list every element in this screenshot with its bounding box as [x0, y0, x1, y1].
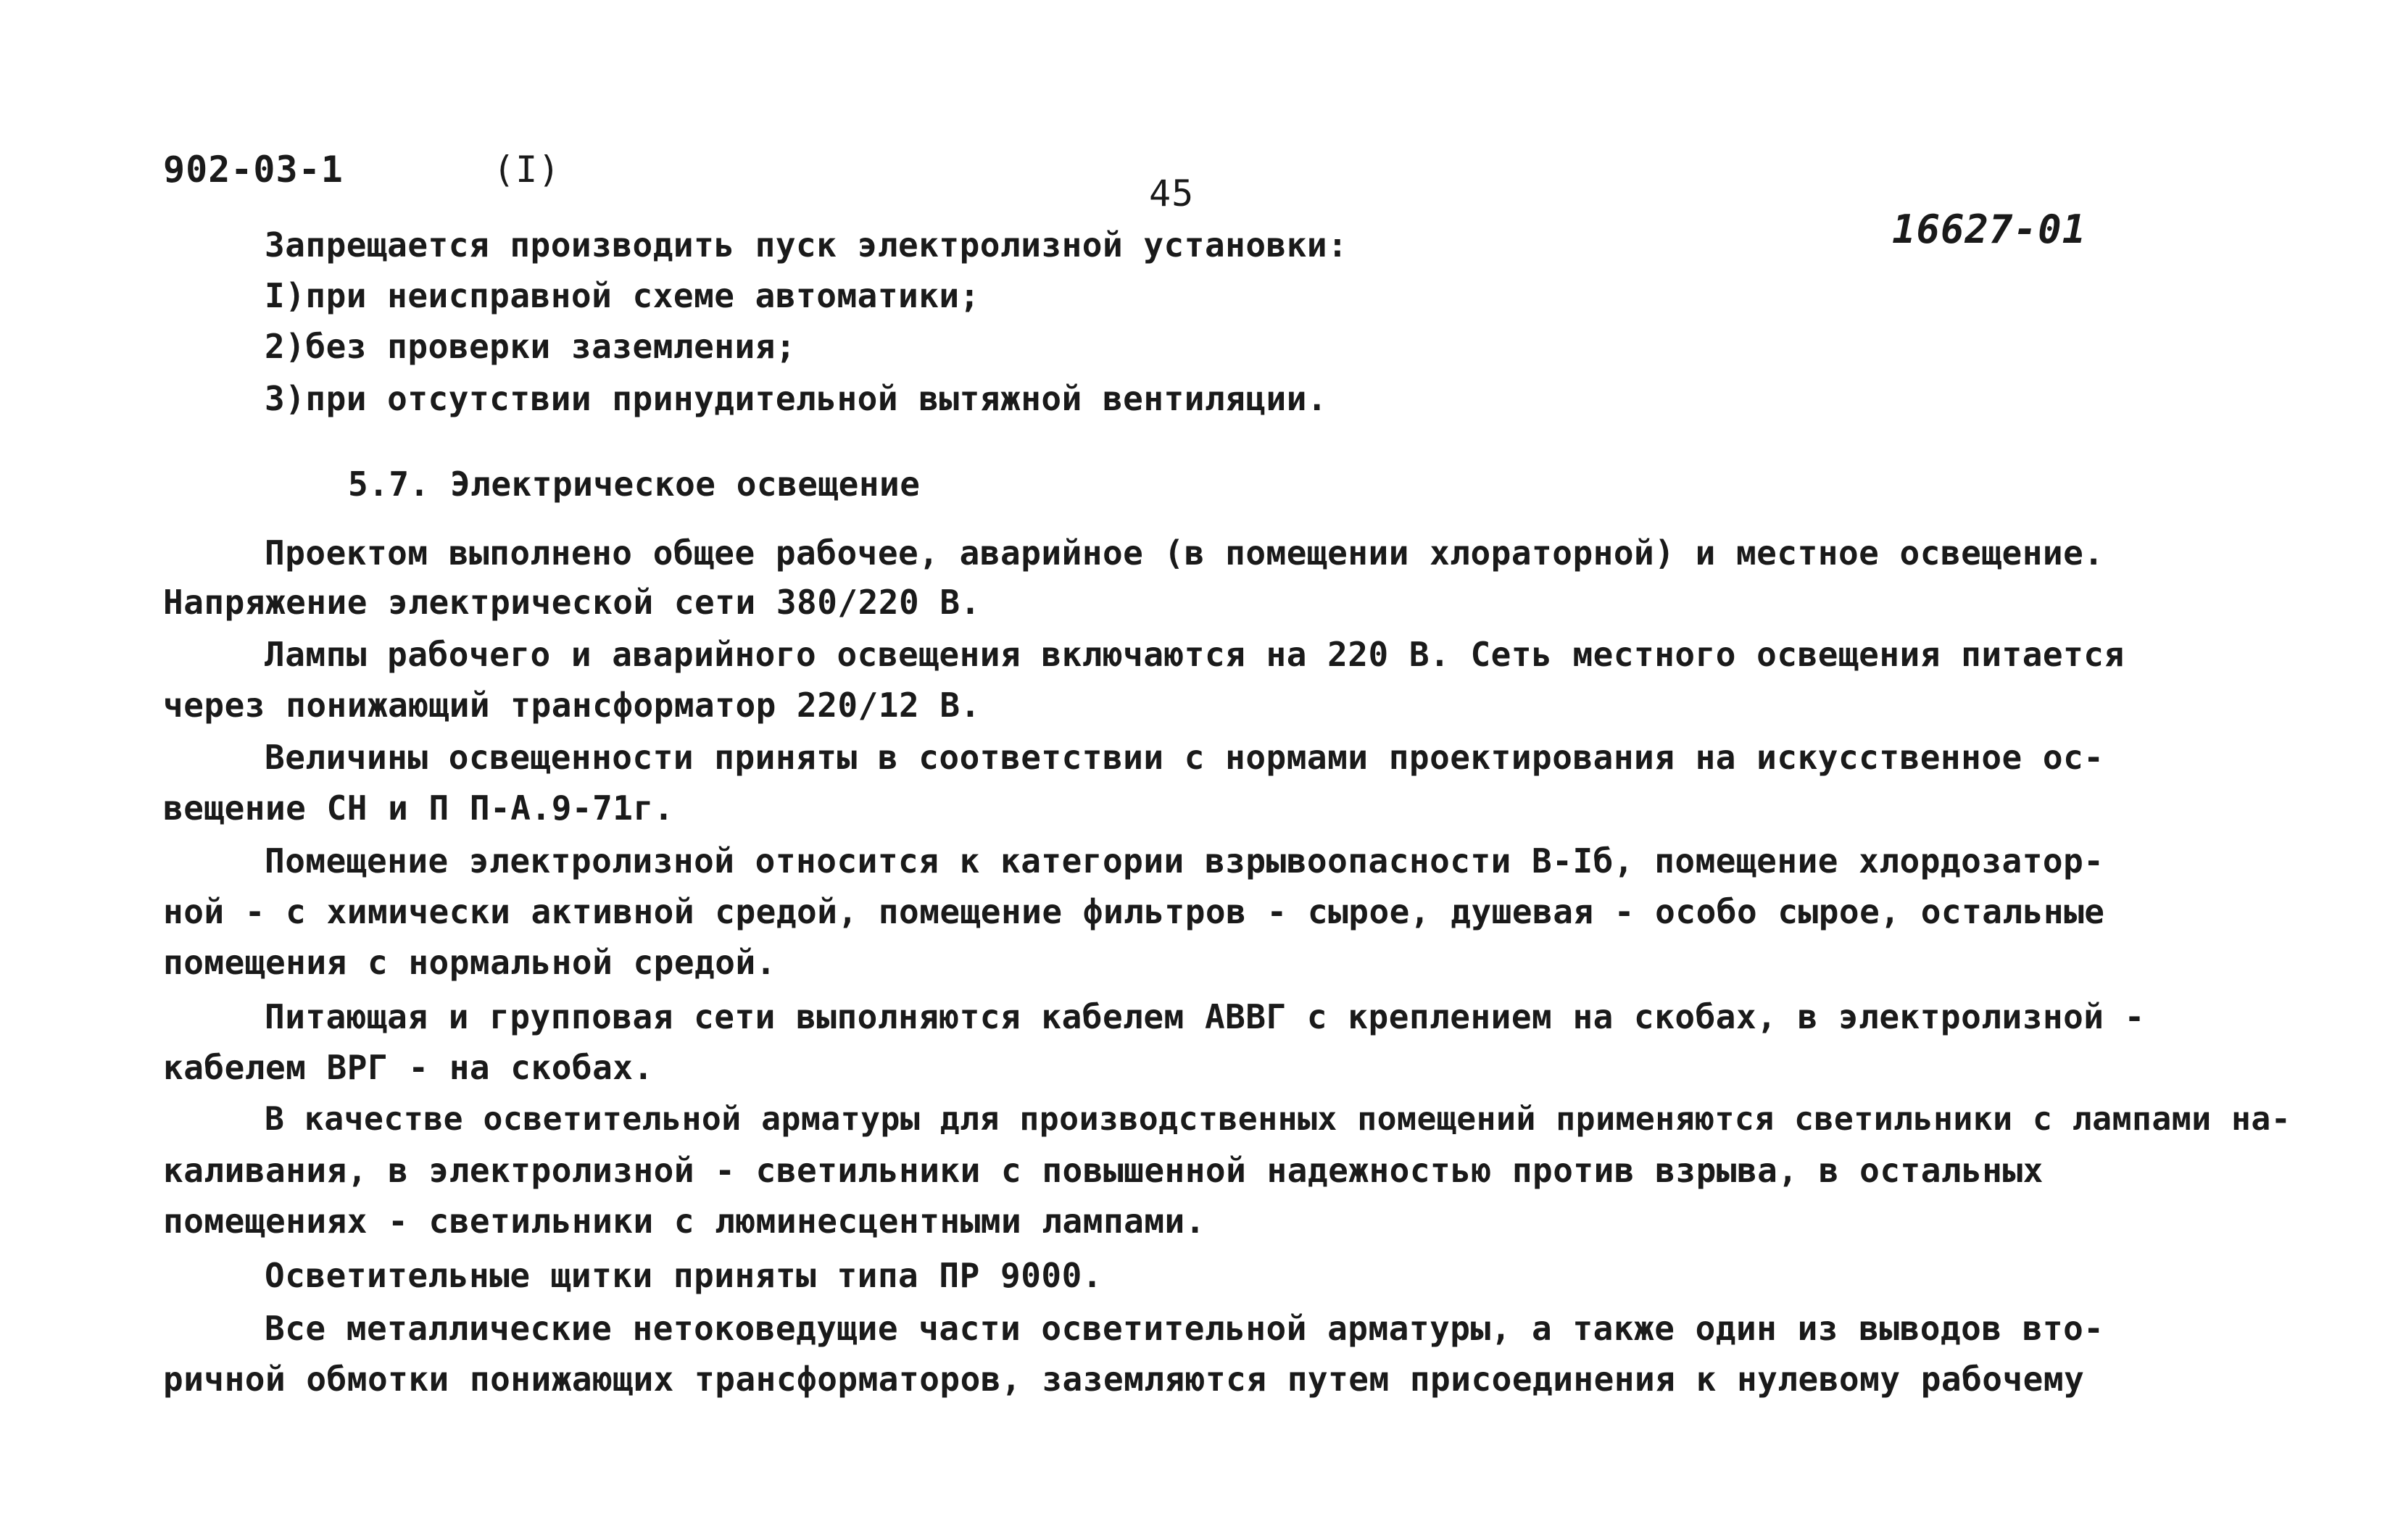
paragraph-line: помещениях - светильники с люминесцентными лампами.: [163, 1202, 1206, 1241]
paragraph-line: Питающая и групповая сети выполняются кабелем АВВГ с креплением на скобах, в электролизной -: [265, 997, 2145, 1036]
paragraph-line: В качестве осветительной арматуры для производственных помещений применяются светильники с лампами на-: [265, 1100, 2291, 1138]
paragraph-line: ной - с химически активной средой, помещение фильтров - сырое, душевая - особо сырое, остальные: [163, 892, 2105, 931]
prohibition-item-2: 2)без проверки заземления;: [265, 327, 797, 366]
document-code: 902-03-1: [163, 149, 344, 191]
paragraph-line: Напряжение электрической сети 380/220 В.: [163, 583, 981, 622]
paragraph-line: кабелем ВРГ - на скобах.: [163, 1048, 654, 1087]
paragraph-line: Осветительные щитки приняты типа ПР 9000.: [265, 1256, 1103, 1295]
prohibitions-intro: Запрещается производить пуск электролизной установки:: [265, 225, 1348, 265]
paragraph-line: через понижающий трансформатор 220/12 В.: [163, 686, 981, 725]
paragraph-line: ричной обмотки понижающих трансформаторов, заземляются путем присоединения к нулевому рабочему: [163, 1360, 2085, 1399]
paragraph-line: Помещение электролизной относится к категории взрывоопасности В-Iб, помещение хлордозатор-: [265, 841, 2104, 881]
prohibition-item-3: 3)при отсутствии принудительной вытяжной вентиляции.: [265, 379, 1328, 418]
paragraph-line: вещение СН и П П-А.9-71г.: [163, 788, 674, 828]
paragraph-line: Все металлические нетоковедущие части осветительной арматуры, а также один из выводов вто-: [265, 1309, 2104, 1348]
paragraph-line: Проектом выполнено общее рабочее, аварийное (в помещении хлораторной) и местное освещение.: [265, 533, 2104, 573]
sheet-number: 16627-01: [1892, 207, 2087, 252]
page-number: 45: [1149, 172, 1195, 215]
paragraph-line: каливания, в электролизной - светильники с повышенной надежностью против взрыва, в остальных: [163, 1151, 2044, 1190]
section-heading: 5.7. Электрическое освещение: [348, 465, 921, 504]
paragraph-line: Величины освещенности приняты в соответствии с нормами проектирования на искусственное ос-: [265, 738, 2104, 777]
prohibition-item-1: I)при неисправной схеме автоматики;: [265, 276, 980, 315]
paragraph-line: помещения с нормальной средой.: [163, 943, 776, 982]
document-part: (I): [493, 149, 561, 191]
paragraph-line: Лампы рабочего и аварийного освещения включаются на 220 В. Сеть местного освещения питается: [265, 635, 2125, 674]
